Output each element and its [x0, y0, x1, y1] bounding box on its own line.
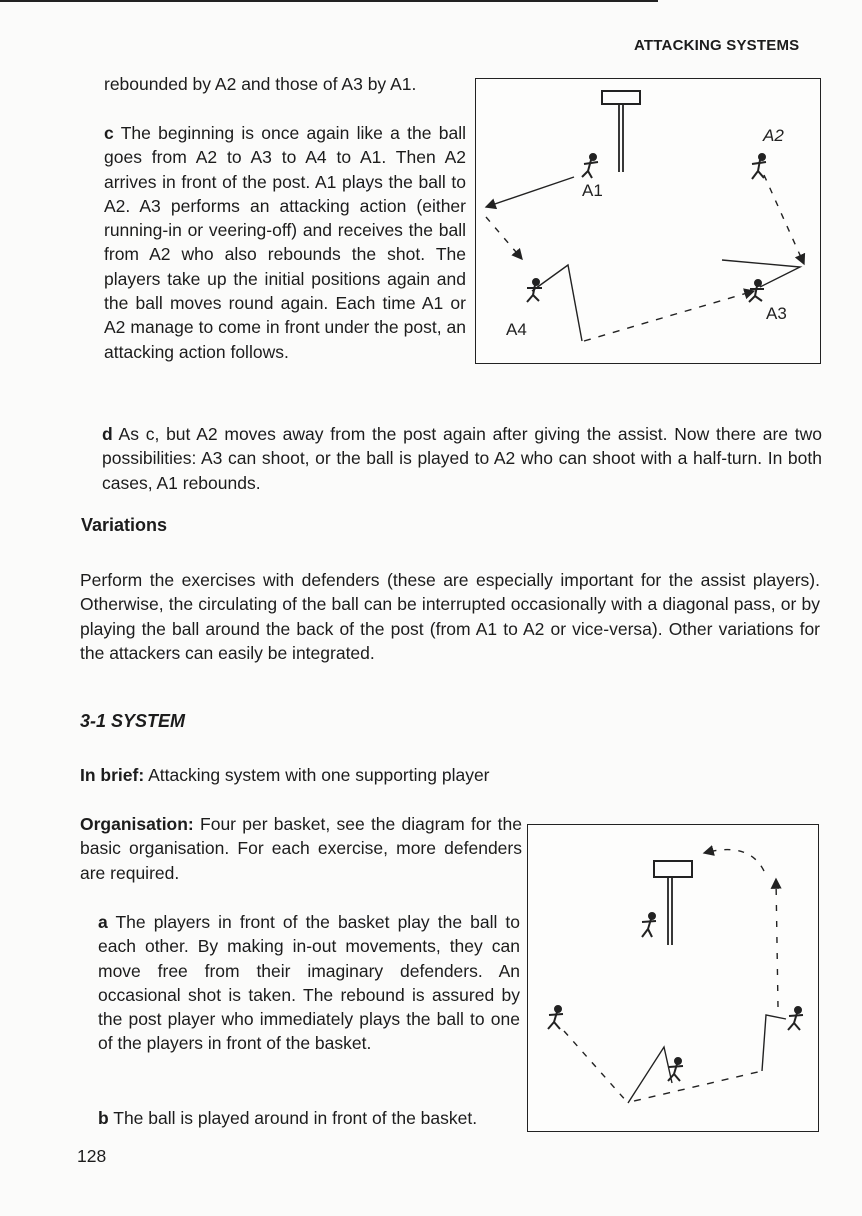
- exercise-b: [98, 1106, 528, 1130]
- exercise-b-label: b: [98, 1108, 109, 1128]
- basket-icon: [654, 861, 692, 945]
- top-rule: [0, 0, 658, 2]
- organisation-text: Four per basket, see the diagram for the basic organisation. For each exercise, more defenders are required.: [80, 814, 523, 883]
- organisation: [80, 812, 522, 885]
- running-header: ATTACKING SYSTEMS: [634, 37, 800, 54]
- variations-heading: Variations: [81, 515, 168, 535]
- system-heading: 3-1 SYSTEM: [80, 711, 186, 731]
- exercise-c-text: The beginning is once again like a the ball goes from A2 to A3 to A4 to A1. Then A2 arrives in front of the post. A1 plays the ball to A2. A3 performs an attacking action (either running-in or veering-off) and receives the ball from A2 who also rebounds the shot. The players take up the initial positions again and the ball moves round again. Each time A1 or A2 manage to come in front under the post, an attacking action follows.: [104, 123, 466, 362]
- exercise-d: [102, 422, 822, 495]
- player-a3-icon: [749, 280, 764, 302]
- in-brief: [80, 763, 600, 787]
- pass-arrows: [486, 175, 804, 341]
- left-player-icon: [548, 1006, 563, 1029]
- label-a1: A1: [582, 181, 603, 200]
- exercise-a: [98, 910, 520, 1056]
- exercise-b-text: The ball is played around in front of the basket.: [113, 1108, 478, 1128]
- diagram-3-1-system: [527, 824, 819, 1132]
- exercise-d-label: d: [102, 424, 113, 444]
- in-brief-label: In brief:: [80, 765, 145, 785]
- exercise-d-text: As c, but A2 moves away from the post again after giving the assist. Now there are two possibilities: A3 can shoot, or the ball is played to A2 who can shoot with a half-turn. In both cases, A1 rebounds.: [102, 424, 822, 493]
- label-a3: A3: [766, 304, 787, 323]
- player-a1-icon: [582, 154, 598, 178]
- post-player-icon: [642, 913, 656, 937]
- exercise-c-label: c: [104, 123, 114, 143]
- player-a4-icon: [527, 279, 542, 302]
- right-player-icon: [788, 1007, 803, 1030]
- paragraph-rebound-end: rebounded by A2 and those of A3 by A1.: [104, 74, 417, 94]
- label-a2: A2: [763, 126, 784, 145]
- label-a4: A4: [506, 320, 527, 339]
- basket-icon: [602, 91, 640, 172]
- organisation-label: Organisation:: [80, 814, 194, 834]
- variations-text: Perform the exercises with defenders (these are especially important for the assist players). Otherwise, the circulating of the ball can be interrupted occasionally with a diagonal pass, or by playing the ball around the back of the post (from A1 to A2 or vice-versa). Other variations for the attackers can easily be integrated.: [80, 570, 820, 663]
- diagram-passing-circuit: [475, 78, 821, 364]
- page-number: 128: [77, 1146, 107, 1166]
- pass-arrows: [564, 850, 786, 1103]
- exercise-a-text: The players in front of the basket play the ball to each other. By making in-out movements, they can move free from their imaginary defenders. An occasional shot is taken. The rebound is assured by the post player who immediately plays the ball to one of the players in front of the basket.: [98, 912, 521, 1054]
- exercise-a-label: a: [98, 912, 108, 932]
- in-brief-text: Attacking system with one supporting player: [148, 765, 490, 785]
- exercise-c: [104, 121, 466, 364]
